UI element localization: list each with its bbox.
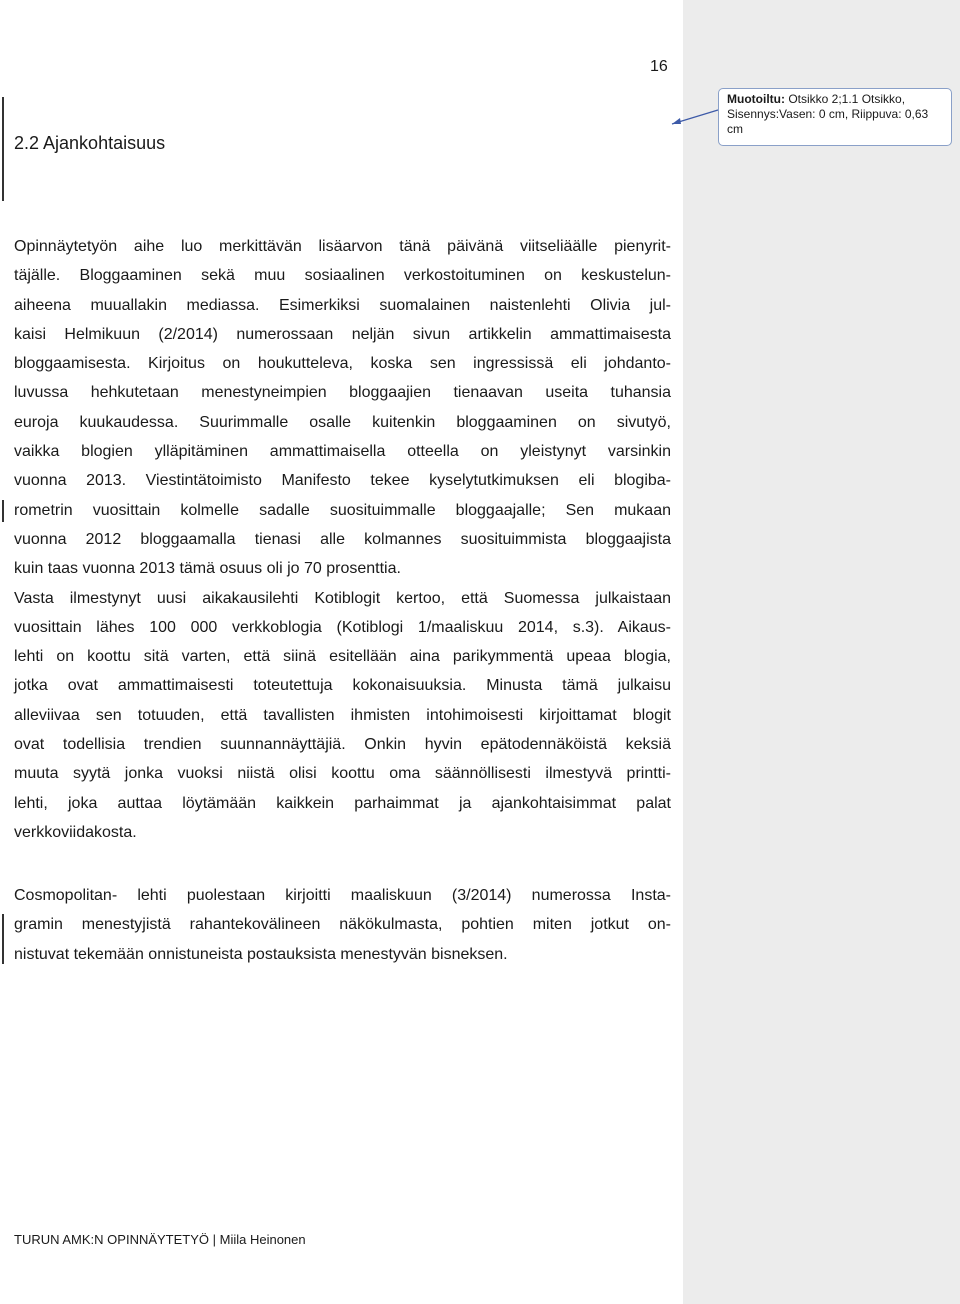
text-line: gramin menestyjistä rahantekovälineen näkökulmasta, pohtien miten jotkut on- [14,916,671,934]
text-line: kuin taas vuonna 2013 tämä osuus oli jo 70 prosenttia. [14,560,401,578]
text-line: täjälle. Bloggaaminen sekä muu sosiaalinen verkostoituminen on keskustelun- [14,267,671,285]
text-line: vaikka blogien ylläpitäminen ammattimaisella otteella on yleistynyt varsinkin [14,443,671,461]
text-line: kaisi Helmikuun (2/2014) numerossaan neljän sivun artikkelin ammattimaisesta [14,325,671,343]
text-line: rometrin vuosittain kolmelle sadalle suosituimmalle bloggaajalle; Sen mukaan [14,501,671,519]
text-line: alleviivaa sen totuuden, että tavallisten ihmisten intohimoisesti kirjoittamat blogit [14,706,671,724]
text-line: luvussa hehkutetaan menestyneimpien bloggaajien tienaavan useita tuhansia [14,384,671,402]
section-heading[interactable]: 2.2 Ajankohtaisuus [14,133,166,153]
text-line: Vasta ilmestynyt uusi aikakausilehti Kotiblogit kertoo, että Suomessa julkaistaan [14,589,671,607]
text-line: lehti on koottu sitä varten, että siinä esitellään aina parikymmentä upeaa blogia, [14,648,671,666]
comment-text: Sisennys:Vasen: 0 cm, Riippuva: 0,63 [727,107,929,121]
text-line: Opinnäytetyön aihe luo merkittävän lisäarvon tänä päivänä viitseliäälle pienyrit- [14,238,671,255]
text-line: euroja kuukaudessa. Suurimmalle osalle kuitenkin bloggaaminen on sivutyö, [14,413,671,431]
text-line: aiheena muuallakin mediassa. Esimerkiksi suomalainen naistenlehti Olivia jul- [14,296,671,314]
comment-label: Muotoiltu: [727,92,785,106]
text-line: ovat todellisia trendien suunnannäyttäjiä. Onkin hyvin epätodennäköistä keksiä [14,736,671,754]
page-footer: TURUN AMK:N OPINNÄYTETYÖ | Miila Heinonen [14,1232,306,1247]
text-line: jotka ovat ammattimaisesti toteutettuja kokonaisuuksia. Minusta tämä julkaisu [14,677,671,695]
text-line: bloggaamisesta. Kirjoitus on houkutteleva, koska sen ingressissä eli johdanto- [14,355,671,373]
text-line: verkkoviidakosta. [14,823,137,841]
text-line: vuonna 2013. Viestintätoimisto Manifesto tekee kyselytutkimuksen eli blogiba- [14,472,671,490]
text-line: nistuvat tekemään onnistuneista postauksista menestyvän bisneksen. [14,945,508,963]
text-line: lehti, joka auttaa löytämään kaikkein parhaimmat ja ajankohtaisimmat palat [14,794,671,812]
text-line: vuosittain lähes 100 000 verkkoblogia (Kotiblogi 1/maaliskuu 2014, s.3). Aikaus- [14,618,671,636]
format-comment-balloon[interactable] [718,88,952,146]
text-line: vuonna 2012 bloggaamalla tienasi alle kolmannes suosituimmista bloggaajista [14,530,671,548]
comment-text: cm [727,122,743,136]
comment-text: Otsikko 2;1.1 Otsikko, [788,92,906,106]
text-line: muuta syytä jonka vuoksi niistä olisi koottu oma säännöllisesti ilmestyvä printti- [14,765,671,783]
page-number: 16 [650,58,668,75]
text-line: Cosmopolitan- lehti puolestaan kirjoitti maaliskuun (3/2014) numerossa Insta- [14,887,671,904]
